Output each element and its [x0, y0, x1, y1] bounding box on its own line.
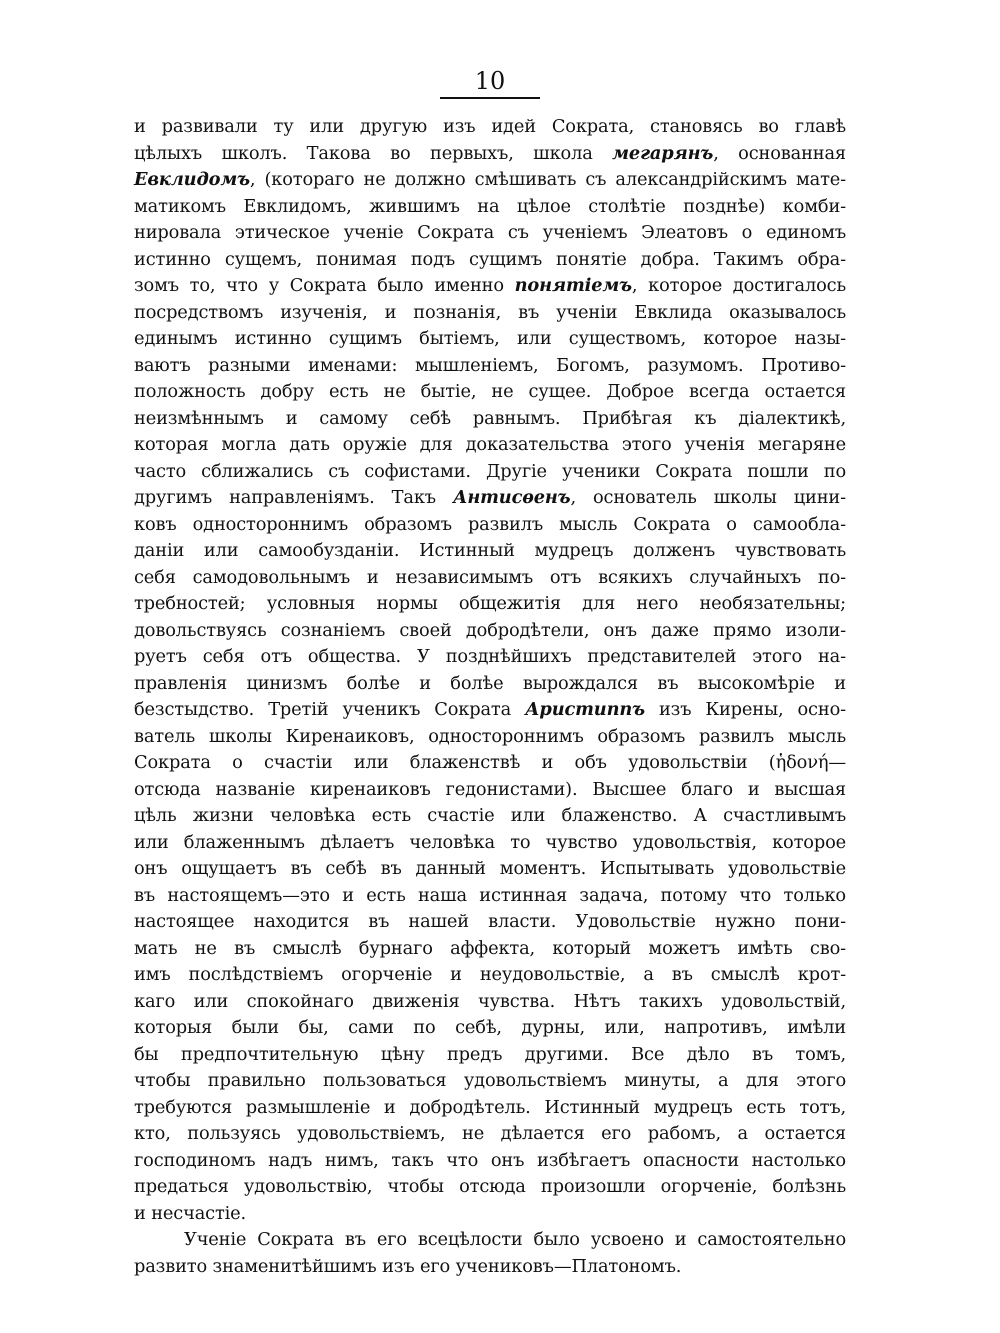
text-segment: истинно сущемъ, понимая подъ сущимъ понятіе добра. Такимъ обра-	[134, 248, 846, 270]
text-line	[134, 1042, 846, 1069]
text-segment: единымъ истинно сущимъ бытіемъ, или существомъ, которое назы-	[134, 328, 846, 349]
text-segment: или блаженнымъ дѣлаетъ человѣка то чувство удовольствія, которое	[134, 831, 846, 853]
paragraph	[134, 1227, 846, 1280]
text-line	[134, 1254, 846, 1281]
paragraph	[134, 114, 846, 1227]
text-segment: матикомъ Евклидомъ, жившимъ на цѣлое столѣтіе позднѣе) комби-	[134, 195, 846, 217]
text-line	[134, 194, 846, 221]
text-segment: изъ Кирены, осно-	[644, 699, 846, 720]
text-segment: которыя были бы, сами по себѣ, дурны, или, напротивъ, имѣли	[134, 1017, 846, 1038]
text-segment: довольствуясь сознаніемъ своей добродѣтели, онъ даже прямо изоли-	[134, 619, 846, 641]
text-line	[134, 777, 846, 804]
text-segment: предаться удовольствію, чтобы отсюда произошли огорченіе, болѣзнь	[134, 1176, 846, 1197]
text-segment: Ученіе Сократа въ его всецѣлости было усвоено и самостоятельно	[184, 1229, 846, 1250]
text-segment: ватель школы Киренаиковъ, одностороннимъ образомъ развилъ мысль	[134, 725, 846, 747]
text-segment: ковъ одностороннимъ образомъ развилъ мысль Сократа о самообла-	[134, 513, 846, 535]
text-line	[134, 989, 846, 1016]
text-line	[134, 1015, 846, 1042]
text-segment: даніи или самообузданіи. Истинный мудрецъ долженъ чувствовать	[134, 540, 846, 561]
text-line	[134, 883, 846, 910]
text-segment: имъ послѣдствіемъ огорченіе и неудовольствіе, а въ смыслѣ крот-	[134, 964, 846, 985]
text-segment: чтобы правильно пользоваться удовольствіемъ минуты, а для этого	[134, 1070, 846, 1091]
text-line	[134, 618, 846, 645]
emphasized-term: Антисѳенъ	[452, 487, 571, 508]
text-segment: , (котораго не должно смѣшивать съ александрійскимъ мате-	[249, 169, 846, 190]
text-segment: цѣль жизни человѣка есть счастіе или блаженство. А счастливымъ	[134, 805, 846, 826]
text-segment: , основанная	[713, 142, 847, 164]
text-line	[134, 697, 846, 724]
text-segment: бы предпочтительную цѣну предъ другими. Все дѣло въ томъ,	[134, 1043, 846, 1065]
text-segment: нировала этическое ученіе Сократа съ ученіемъ Элеатовъ о единомъ	[134, 222, 846, 243]
text-line	[134, 432, 846, 459]
text-segment: мать не въ смыслѣ бурнаго аффекта, который можетъ имѣть сво-	[134, 937, 846, 959]
text-line	[134, 724, 846, 751]
text-segment: часто сближались съ софистами. Другіе ученики Сократа пошли по	[134, 460, 846, 482]
text-segment: посредствомъ изученія, и познанія, въ ученіи Евклида оказывалось	[134, 301, 846, 323]
text-line	[134, 644, 846, 671]
text-segment: безстыдство. Третій ученикъ Сократа	[134, 699, 526, 720]
text-line	[134, 247, 846, 274]
text-line	[134, 1121, 846, 1148]
text-line	[134, 830, 846, 857]
text-segment: которая могла дать оружіе для доказательства этого ученія мегаряне	[134, 434, 846, 455]
text-line	[134, 1148, 846, 1175]
text-segment: правленія цинизмъ болѣе и болѣе вырождался въ высокомѣріе и	[134, 672, 846, 694]
text-line	[134, 141, 846, 168]
text-line	[134, 167, 846, 194]
text-line	[134, 1095, 846, 1122]
text-line	[134, 962, 846, 989]
text-line	[134, 671, 846, 698]
text-segment: и несчастіе.	[134, 1202, 247, 1224]
text-segment: , основатель школы цини-	[570, 487, 846, 508]
text-line	[134, 326, 846, 353]
text-line	[134, 379, 846, 406]
text-line	[134, 1174, 846, 1201]
text-line	[134, 936, 846, 963]
text-line	[134, 565, 846, 592]
text-line	[134, 750, 846, 777]
text-segment: кто, пользуясь удовольствіемъ, не дѣлается его рабомъ, а остается	[134, 1123, 846, 1144]
text-segment: ваютъ разными именами: мышленіемъ, Богомъ, разумомъ. Противо-	[134, 354, 846, 376]
page-number-rule	[440, 97, 540, 99]
text-line	[134, 1068, 846, 1095]
text-line	[134, 353, 846, 380]
text-segment: требностей; условныя нормы общежитія для него необязательны;	[134, 593, 846, 614]
text-segment: зомъ то, что у Сократа было именно	[134, 275, 515, 296]
text-segment: положность добру есть не бытіе, не сущее. Доброе всегда остается	[134, 381, 846, 402]
emphasized-term: Евклидомъ	[134, 169, 250, 190]
text-line	[134, 909, 846, 936]
text-line	[134, 300, 846, 327]
text-line	[134, 512, 846, 539]
text-line	[134, 220, 846, 247]
text-segment: другимъ направленіямъ. Такъ	[134, 487, 453, 508]
text-segment: себя самодовольнымъ и независимымъ отъ всякихъ случайныхъ по-	[134, 566, 846, 588]
text-segment: въ настоящемъ—это и есть наша истинная задача, потому что только	[134, 884, 846, 906]
text-segment: господиномъ надъ нимъ, такъ что онъ избѣгаетъ опасности настолько	[134, 1149, 846, 1171]
text-segment: требуются размышленіе и добродѣтель. Истинный мудрецъ есть тотъ,	[134, 1096, 846, 1118]
text-segment: Сократа о счастіи или блаженствѣ и объ удовольствіи (ἡδονή—	[134, 752, 846, 773]
text-segment: каго или спокойнаго движенія чувства. Нѣтъ такихъ удовольствій,	[134, 990, 846, 1012]
text-line	[134, 1201, 846, 1228]
emphasized-term: Аристиппъ	[525, 699, 645, 720]
emphasized-term: понятіемъ	[514, 275, 632, 296]
text-segment: неизмѣннымъ и самому себѣ равнымъ. Прибѣгая къ діалектикѣ,	[134, 407, 846, 429]
text-line	[134, 856, 846, 883]
text-segment: , которое достигалось	[631, 275, 846, 296]
text-segment: и развивали ту или другую изъ идей Сократа, становясь во главѣ	[134, 116, 846, 137]
text-line	[134, 1227, 846, 1254]
text-segment: руетъ себя отъ общества. У позднѣйшихъ представителей этого на-	[134, 646, 846, 667]
text-line	[134, 803, 846, 830]
text-block	[134, 114, 846, 1280]
text-segment: отсюда названіе киренаиковъ гедонистами). Высшее благо и высшая	[134, 778, 846, 800]
text-line	[134, 485, 846, 512]
text-segment: развито знаменитѣйшимъ изъ его учениковъ—Платономъ.	[134, 1255, 682, 1277]
page-number: 10	[474, 67, 506, 95]
text-line	[134, 114, 846, 141]
text-segment: онъ ощущаетъ въ себѣ въ данный моментъ. Испытывать удовольствіе	[134, 858, 846, 879]
emphasized-term: мегарянъ	[612, 142, 714, 164]
text-segment: цѣлыхъ школъ. Такова во первыхъ, школа	[134, 142, 613, 164]
text-segment: настоящее находится въ нашей власти. Удовольствіе нужно пони-	[134, 911, 846, 932]
text-line	[134, 406, 846, 433]
text-line	[134, 538, 846, 565]
text-line	[134, 273, 846, 300]
text-line	[134, 591, 846, 618]
text-line	[134, 459, 846, 486]
